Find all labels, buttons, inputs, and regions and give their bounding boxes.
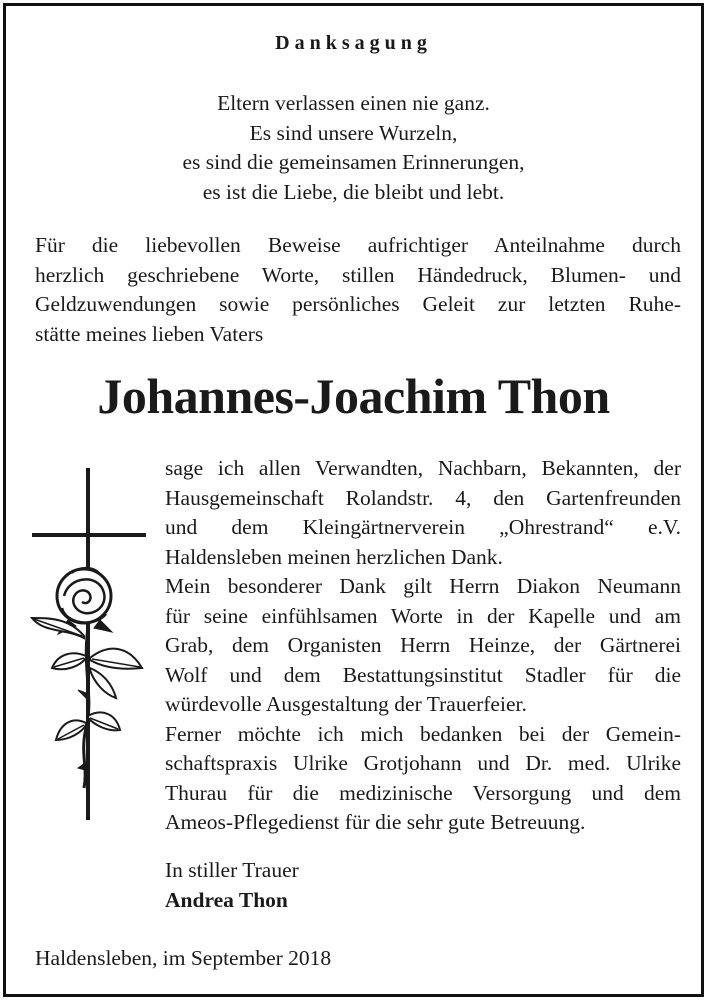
memorial-poem — [6, 89, 701, 207]
body-line: Wolf und dem Bestattungsinstitut Stadler für die — [165, 662, 681, 687]
body-line: Haldensleben meinen herzlichen Dank. — [165, 544, 503, 569]
cross-with-rose-icon — [24, 468, 149, 823]
closing-phrase: In stiller Trauer — [165, 858, 299, 882]
deceased-name: Johannes-Joachim Thon — [97, 368, 610, 424]
signoff — [165, 856, 299, 915]
body-line: Mein besonderer Dank gilt Herrn Diakon Neumann — [165, 574, 681, 598]
intro-line: stätte meines lieben Vaters — [35, 321, 264, 346]
body-line: Grab, dem Organisten Herrn Heinze, der Gärtnerei — [165, 633, 681, 657]
notice-heading: Danksagung — [275, 32, 432, 54]
body-line: würdevolle Ausgestaltung der Trauerfeier. — [165, 692, 527, 716]
intro-line: Für die liebevollen Beweise aufrichtiger Anteilnahme durch — [35, 233, 681, 257]
body-line: sage ich allen Verwandten, Nachbarn, Bekannten, der — [165, 456, 681, 480]
signer-name: Andrea Thon — [165, 887, 288, 912]
place-and-date: Haldensleben, im September 2018 — [35, 946, 332, 970]
intro-paragraph — [35, 231, 681, 349]
poem-line: Es sind unsere Wurzeln, — [249, 120, 458, 145]
poem-line: es ist die Liebe, die bleibt und lebt. — [202, 179, 505, 204]
body-line: Ferner möchte ich mich bedanken bei der Gemein- — [165, 721, 681, 746]
intro-line: Geldzuwendungen sowie persönliches Geleit zur letzten Ruhe- — [35, 292, 681, 316]
obituary-notice — [3, 3, 704, 997]
body-line: Thurau für die medizinische Versorgung und dem — [165, 780, 681, 805]
thanks-paragraph — [165, 454, 681, 838]
body-line: für seine einfühlsamen Worte in der Kapelle und am — [165, 603, 681, 628]
body-line: schaftspraxis Ulrike Grotjohann und Dr. med. Ulrike — [165, 751, 681, 775]
intro-line: herzlich geschriebene Worte, stillen Händedruck, Blumen- und — [35, 262, 681, 287]
body-line: und dem Kleingärtnerverein „Ohrestrand“ e.V. — [165, 515, 681, 539]
body-line: Hausgemeinschaft Rolandstr. 4, den Gartenfreunden — [165, 485, 681, 510]
poem-line: es sind die gemeinsamen Erinnerungen, — [182, 150, 525, 174]
body-line: Ameos-Pflegedienst für die sehr gute Betreuung. — [165, 810, 586, 834]
poem-line: Eltern verlassen einen nie ganz. — [217, 91, 490, 115]
